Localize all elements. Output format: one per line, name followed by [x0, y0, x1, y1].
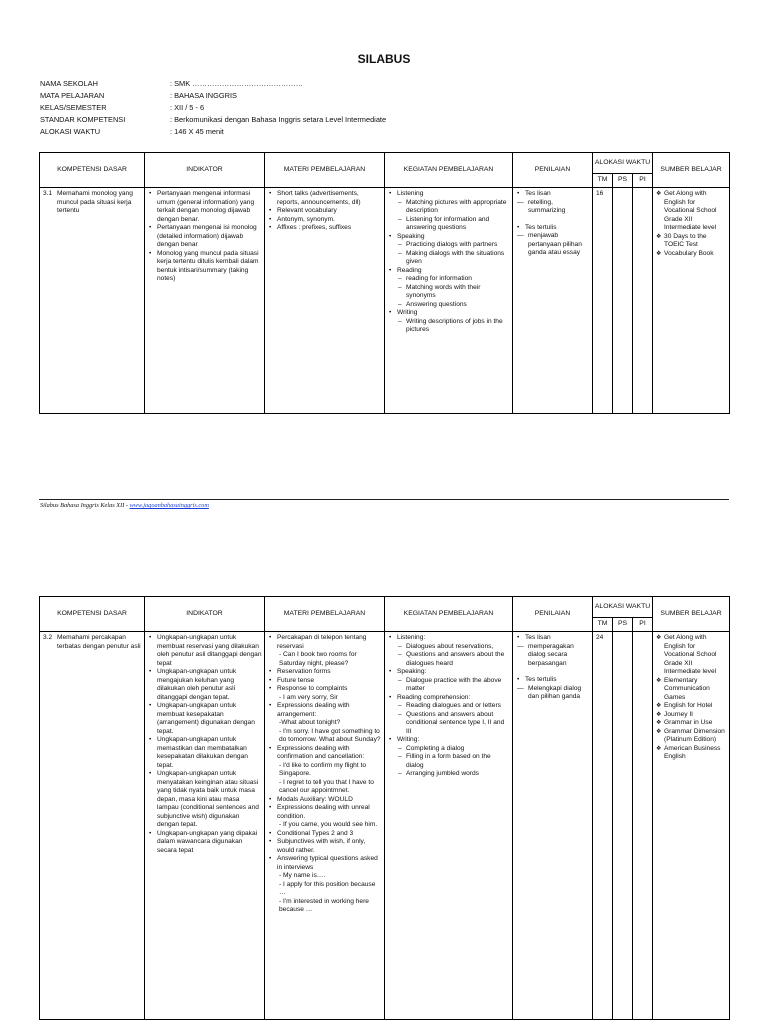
list-item: • Antonym, synonym.: [277, 216, 382, 225]
list-item: • Ungkapan-ungkapan untuk memastikan dan membatalkan kesepakatan dilakukan dengan tepat.: [157, 736, 262, 770]
list-item: • Ungkapan-ungkapan untuk menyatakan keinginan atau situasi yang tidak nyata baik untuk masa depan, masa kini atau masa lampau (conditional sentences and subjunctive wish) digunakan dengan tepat.: [157, 770, 262, 830]
materi-topic: • Response to complaints: [277, 685, 348, 692]
list-item: – Reading dialogues and or letters: [406, 702, 510, 711]
indikator-cell: [145, 188, 265, 414]
kd-number: 3.1: [43, 190, 53, 197]
list-item: – Making dialogs with the situations given: [406, 250, 510, 267]
list-item: • Short talks (advertisements, reports, announcements, dll): [277, 190, 382, 207]
meta-value: : Berkomunikasi dengan Bahasa Inggris setara Level Intermediate: [170, 115, 387, 124]
materi-topic: • Subjunctives with wish, if only, would rather.: [277, 838, 366, 854]
kd-number: 3.2: [43, 634, 53, 641]
header-sumber-belajar: SUMBER BELAJAR: [653, 153, 730, 188]
kd-text: Memahami percakapan terbatas dengan penutur asli: [57, 634, 141, 650]
table-row: [40, 632, 730, 1020]
list-item: – Questions and answers about conditional sentence type I, II and III: [406, 711, 510, 737]
header-indikator: INDIKATOR: [145, 597, 265, 632]
list-item: • Pertanyaan mengenai isi monolog (detailed information) dijawab dengan benar: [157, 224, 262, 250]
list-item: ❖ 30 Days to the TOEIC Test: [664, 233, 727, 250]
penilaian-cell: [513, 632, 593, 1020]
header-penilaian: PENILAIAN: [513, 597, 593, 632]
materi-topic: • Reservation forms: [277, 668, 331, 675]
materi-topic: • Answering typical questions asked in interviews: [277, 855, 378, 871]
list-item: [277, 830, 382, 839]
header-sumber-belajar: SUMBER BELAJAR: [653, 597, 730, 632]
materi-example: - I regret to tell you that I have to cancel our appointmnet.: [279, 778, 374, 794]
indikator-cell: [145, 632, 265, 1020]
tm-cell: 24: [593, 632, 613, 1020]
penilaian-cell: [513, 188, 593, 414]
header-penilaian: PENILAIAN: [513, 153, 593, 188]
list-item: [397, 309, 510, 335]
list-item: ❖ Grammar in Use: [664, 719, 727, 728]
pi-cell: [633, 632, 653, 1020]
meta-row: [40, 78, 386, 90]
meta-value: : 146 X 45 menit: [170, 127, 224, 136]
materi-topic: • Future tense: [277, 676, 315, 684]
ps-cell: [613, 632, 633, 1020]
activity-heading: Speaking:: [397, 668, 427, 675]
sumber-cell: [653, 632, 730, 1020]
list-item: • Ungkapan-ungkapan untuk mengajukan keluhan yang dilakukan oleh penutur asli ditanggapi dengan tepat.: [157, 668, 262, 702]
meta-value: : BAHASA INGGRIS: [170, 91, 237, 100]
list-item: • Affixes : prefixes, suffixes: [277, 224, 382, 233]
list-item: — memperagakan dialog secara berpasangan: [528, 643, 590, 669]
header-tm: TM: [593, 174, 613, 188]
syllabus-table-1: [39, 152, 730, 414]
list-item: [277, 668, 382, 677]
ps-cell: [613, 188, 633, 414]
list-item: ❖ Elementary Communication Games: [664, 677, 727, 703]
list-item: — Melengkapi dialog dan pilihan ganda: [528, 685, 590, 702]
header-ps: PS: [613, 174, 633, 188]
header-materi: MATERI PEMBELAJARAN: [265, 153, 385, 188]
list-item: • Tes tertulis: [525, 676, 590, 685]
materi-example: - I apply for this position because …: [279, 880, 376, 896]
tm-cell: 16: [593, 188, 613, 414]
list-item: — menjawab pertanyaan pilihan ganda atau essay: [528, 232, 590, 258]
list-item: • Tes tertulis: [525, 224, 590, 233]
kompetensi-cell: [40, 188, 145, 414]
list-item: [397, 233, 510, 267]
list-item: ❖ Vocabulary Book: [664, 250, 727, 259]
activity-heading: Speaking: [397, 232, 425, 240]
list-item: ❖ Grammar Dimension (Platinum Edition): [664, 728, 727, 745]
header-alokasi-waktu: ALOKASI WAKTU: [593, 597, 653, 618]
footer-divider: [39, 499, 729, 500]
materi-example: - Can I book two rooms for Saturday night, please?: [279, 651, 357, 667]
list-item: • Ungkapan-ungkapan yang dipakai dalam wawancara digunakan secara tepat: [157, 830, 262, 856]
list-item: ❖ English for Hotel: [664, 702, 727, 711]
materi-topic: • Conditional Types 2 and 3: [277, 829, 354, 837]
sumber-cell: [653, 188, 730, 414]
kegiatan-cell: [385, 632, 513, 1020]
list-item: – Filling in a form based on the dialog: [406, 753, 510, 770]
list-item: – Arranging jumbled words: [406, 770, 510, 779]
meta-row: [40, 90, 386, 102]
materi-topic: • Percakapan di telepon tentang reservasi: [277, 634, 367, 650]
footer-text: Silabus Bahasa Inggris Kelas XII -: [40, 502, 128, 509]
page-title: SILABUS: [357, 52, 411, 66]
list-item: [277, 796, 382, 805]
header-alokasi-waktu: ALOKASI WAKTU: [593, 153, 653, 174]
meta-value: : SMK ………………………………………: [170, 79, 304, 88]
meta-value: : XII / 5 - 6: [170, 103, 205, 112]
pi-cell: [633, 188, 653, 414]
activity-heading: Writing:: [397, 736, 420, 743]
list-item: – Matching words with their synonyms: [406, 284, 510, 301]
list-item: [397, 267, 510, 310]
header-kegiatan: KEGIATAN PEMBELAJARAN: [385, 153, 513, 188]
list-item: – Dialogues about reservations,: [406, 643, 510, 652]
materi-topic: • Expressions dealing with confirmation and cancellation:: [277, 744, 365, 760]
list-item: [277, 634, 382, 668]
list-item: [397, 694, 510, 737]
list-item: ❖ Get Along with English for Vocational School Grade XII Intermediate level: [664, 190, 727, 233]
meta-key: MATA PELAJARAN: [40, 91, 105, 100]
activity-heading: Listening:: [397, 634, 426, 641]
list-item: – reading for information: [406, 275, 510, 284]
list-item: • Relevant vocabulary: [277, 207, 382, 216]
materi-example: - I am very sorry, Sir: [279, 693, 338, 701]
materi-topic: • Modals Auxiliary: WOULD: [277, 795, 353, 803]
materi-topic: • Expressions dealing with unreal condition.: [277, 804, 370, 820]
meta-row: [40, 102, 386, 114]
meta-row: [40, 126, 386, 138]
list-item: [277, 838, 382, 855]
meta-key: ALOKASI WAKTU: [40, 127, 101, 136]
list-item: ❖ American Business English: [664, 745, 727, 762]
activity-heading: Reading: [397, 266, 422, 274]
kegiatan-cell: [385, 188, 513, 414]
list-item: • Monolog yang muncul pada situasi kerja tertentu ditulis kembali dalam bentuk intisari/summary (taking notes): [157, 250, 262, 284]
page-footer: [40, 502, 209, 509]
list-item: [277, 677, 382, 686]
list-item: [397, 736, 510, 779]
kd-text: Memahami monolog yang muncul pada situasi kerja tertentu: [57, 190, 133, 214]
header-kompetensi-dasar: KOMPETENSI DASAR: [40, 153, 145, 188]
list-item: [397, 190, 510, 233]
meta-key: STANDAR KOMPETENSI: [40, 115, 126, 124]
identity-block: [40, 78, 386, 138]
header-materi: MATERI PEMBELAJARAN: [265, 597, 385, 632]
table-row: [40, 188, 730, 414]
materi-cell: [265, 632, 385, 1020]
syllabus-table-2: [39, 596, 730, 1020]
list-item: – Questions and answers about the dialogues heard: [406, 651, 510, 668]
meta-key: KELAS/SEMESTER: [40, 103, 107, 112]
header-kompetensi-dasar: KOMPETENSI DASAR: [40, 597, 145, 632]
list-item: [277, 745, 382, 796]
list-item: – Listening for information and answering questions: [406, 216, 510, 233]
materi-example: - I'm interested in working here because …: [279, 897, 369, 913]
list-item: – Writing descriptions of jobs in the pictures: [406, 318, 510, 335]
materi-example: - I'd like to confirm my flight to Singapore.: [279, 761, 367, 777]
list-item: • Ungkapan-ungkapan untuk membuat kesepakatan (arrangement) digunakan dengan tepat.: [157, 702, 262, 736]
list-item: – Matching pictures with appropriate description: [406, 199, 510, 216]
list-item: — retelling, summarizing: [528, 199, 590, 216]
list-item: [397, 668, 510, 694]
materi-example: - If you came, you would see him.: [279, 821, 378, 828]
header-pi: PI: [633, 174, 653, 188]
footer-link[interactable]: www.jagoanbahasainggris.com: [129, 502, 209, 509]
list-item: ❖ Get Along with English for Vocational School Grade XII Intermediate level: [664, 634, 727, 677]
header-pi: PI: [633, 618, 653, 632]
activity-heading: Reading comprehension:: [397, 693, 471, 701]
meta-key: NAMA SEKOLAH: [40, 79, 98, 88]
materi-example: - I'm sorry. I have got something to do tomorrow. What about Sunday?: [279, 727, 381, 743]
list-item: – Practicing dialogs with partners: [406, 241, 510, 250]
list-item: ❖ Journey II: [664, 711, 727, 720]
list-item: [277, 685, 382, 702]
activity-heading: Writing: [397, 309, 418, 316]
header-ps: PS: [613, 618, 633, 632]
list-item: – Completing a dialog: [406, 745, 510, 754]
header-kegiatan: KEGIATAN PEMBELAJARAN: [385, 597, 513, 632]
list-item: • Ungkapan-ungkapan untuk membuat reservasi yang dilakukan oleh penutur asli ditanggapi dengan tepat: [157, 634, 262, 668]
list-item: • Tes lisan: [525, 190, 590, 199]
list-item: [277, 702, 382, 745]
kompetensi-cell: [40, 632, 145, 1020]
list-item: [277, 804, 382, 830]
meta-row: [40, 114, 386, 126]
materi-cell: [265, 188, 385, 414]
header-tm: TM: [593, 618, 613, 632]
materi-topic: • Expressions dealing with arrangement:: [277, 702, 350, 718]
list-item: • Pertanyaan mengenai informasi umum (general information) yang terkait dengan monolog dijawab dengan benar.: [157, 190, 262, 224]
materi-example: - My name is….: [279, 872, 326, 879]
activity-heading: Listening: [397, 190, 424, 197]
header-indikator: INDIKATOR: [145, 153, 265, 188]
list-item: [277, 855, 382, 915]
list-item: • Tes lisan: [525, 634, 590, 643]
list-item: [397, 634, 510, 668]
list-item: – Answering questions: [406, 301, 510, 310]
list-item: – Dialogue practice with the above matter: [406, 677, 510, 694]
materi-example: -What about tonight?: [279, 719, 341, 726]
